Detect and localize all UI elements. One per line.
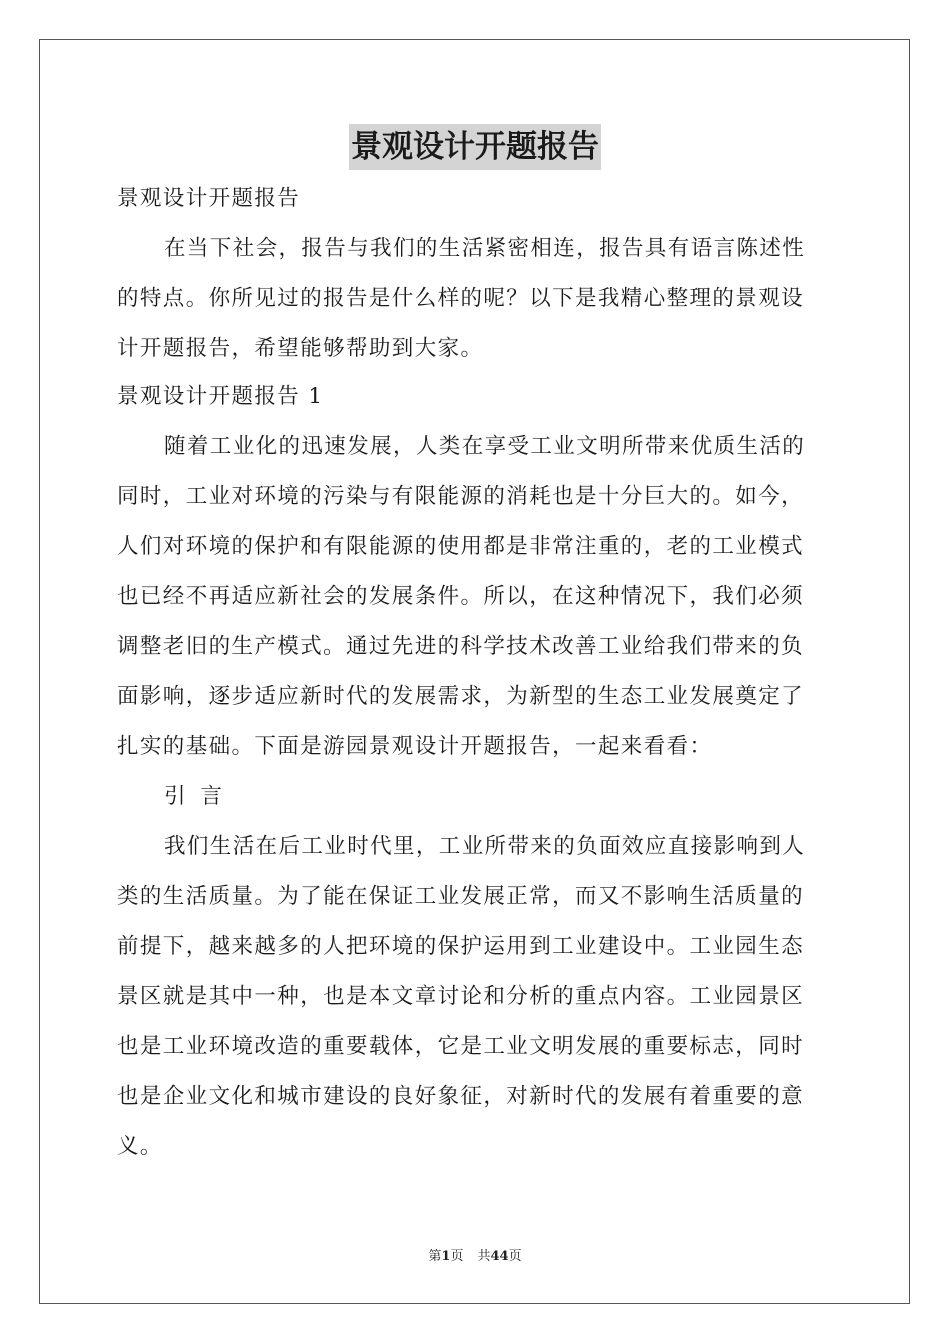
paragraph-line: 我们生活在后工业时代里，工业所带来的负面效应直接影响到人 (164, 834, 806, 859)
paragraph-line: 计开题报告，希望能够帮助到大家。 (117, 336, 484, 361)
paragraph-line: 前提下，越来越多的人把环境的保护运用到工业建设中。工业园生态 (117, 934, 805, 959)
paragraph-line: 人们对环境的保护和有限能源的使用都是非常注重的，老的工业模式 (117, 534, 805, 559)
paragraph-line: 面影响，逐步适应新时代的发展需求，为新型的生态工业发展奠定了 (117, 684, 805, 709)
section-heading: 景观设计开题报告 1 (117, 384, 324, 409)
paragraph-line: 景区就是其中一种，也是本文章讨论和分析的重点内容。工业园景区 (117, 984, 805, 1009)
page-suffix: 页 (450, 1249, 464, 1264)
paragraph-line: 义。 (117, 1134, 163, 1159)
page-border (39, 39, 910, 1304)
total-suffix: 页 (508, 1249, 522, 1264)
total-prefix: 共 (477, 1249, 491, 1264)
introduction-heading: 引 言 (164, 784, 226, 809)
total-pages: 44 (490, 1249, 509, 1264)
page-number: 1 (441, 1249, 451, 1264)
paragraph-line: 也是工业环境改造的重要载体，它是工业文明发展的重要标志，同时 (117, 1034, 805, 1059)
document-title: 景观设计开题报告 (349, 124, 601, 170)
page-prefix: 第 (428, 1249, 442, 1264)
subtitle: 景观设计开题报告 (117, 186, 301, 211)
paragraph-line: 类的生活质量。为了能在保证工业发展正常，而又不影响生活质量的 (117, 884, 805, 909)
paragraph-line: 的特点。你所见过的报告是什么样的呢？以下是我精心整理的景观设 (117, 286, 805, 311)
paragraph-line: 在当下社会，报告与我们的生活紧密相连，报告具有语言陈述性 (164, 236, 806, 261)
page-footer (0, 1245, 950, 1264)
paragraph-line: 随着工业化的迅速发展，人类在享受工业文明所带来优质生活的 (164, 434, 806, 459)
paragraph-line: 同时，工业对环境的污染与有限能源的消耗也是十分巨大的。如今， (117, 484, 805, 509)
title-container (0, 124, 950, 170)
paragraph-line: 扎实的基础。下面是游园景观设计开题报告，一起来看看： (117, 734, 713, 759)
paragraph-line: 也已经不再适应新社会的发展条件。所以，在这种情况下，我们必须 (117, 584, 805, 609)
paragraph-line: 也是企业文化和城市建设的良好象征，对新时代的发展有着重要的意 (117, 1084, 805, 1109)
paragraph-line: 调整老旧的生产模式。通过先进的科学技术改善工业给我们带来的负 (117, 634, 805, 659)
